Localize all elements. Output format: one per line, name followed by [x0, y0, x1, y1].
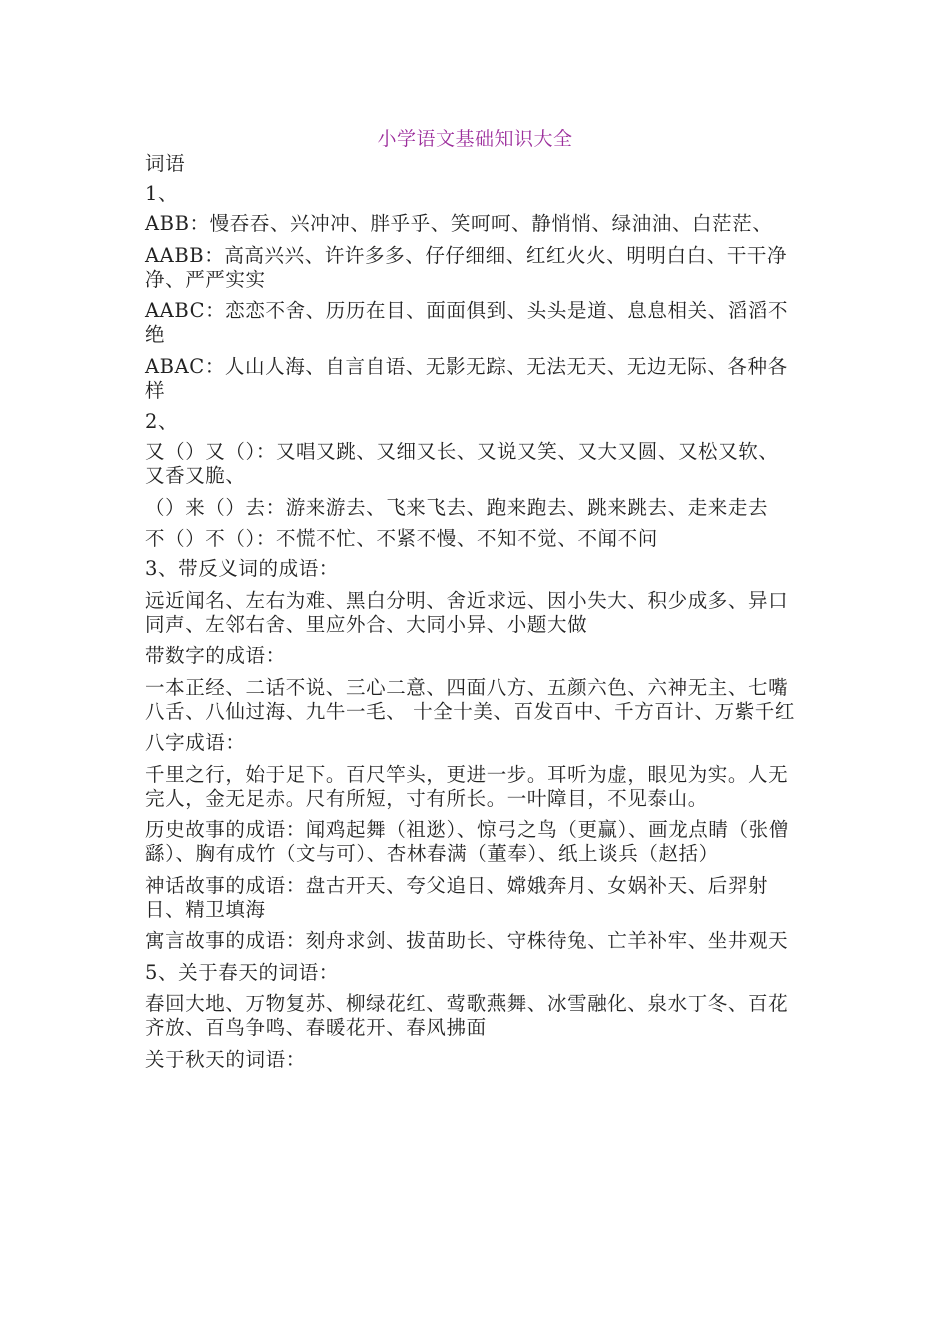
document-body: [145, 152, 797, 1079]
section-heading-words: 词语: [145, 152, 186, 175]
paragraph-aabc: AABC：恋恋不舍、历历在目、面面俱到、头头是道、息息相关、滔滔不绝: [145, 299, 789, 346]
paragraph-eight-char-idioms: 千里之行，始于足下。百尺竿头，更进一步。耳听为虚，眼见为实。人无完人，金无足赤。尺有所短，寸有所长。一叶障目，不见泰山。: [145, 762, 789, 810]
section-heading-spring-words: 5、关于春天的词语：: [145, 960, 339, 984]
paragraph-number-idioms: 一本正经、二话不说、三心二意、四面八方、五颜六色、六神无主、七嘴八舌、八仙过海、九牛一毛、 十全十美、百发百中、千方百计、万紫千红: [145, 675, 795, 723]
section-heading-autumn-words: 关于秋天的词语：: [145, 1047, 306, 1071]
paragraph-history-idioms: 历史故事的成语：闻鸡起舞（祖逖）、惊弓之鸟（更赢）、画龙点睛（张僧繇）、胸有成竹（文与可）、杏林春满（董奉）、纸上谈兵（赵括）: [145, 818, 789, 865]
paragraph-lai-qu: （）来（）去：游来游去、飞来飞去、跑来跑去、跳来跳去、走来走去: [145, 495, 769, 519]
paragraph-fable-idioms: 寓言故事的成语：刻舟求剑、拔苗助长、守株待兔、亡羊补牢、坐井观天: [145, 929, 789, 952]
section-number-1: 1、: [145, 182, 179, 205]
paragraph-antonym-idioms: 远近闻名、左右为难、黑白分明、舍近求远、因小失大、积少成多、异口同声、左邻右舍、里应外合、大同小异、小题大做: [145, 588, 789, 636]
paragraph-spring-words: 春回大地、万物复苏、柳绿花红、莺歌燕舞、冰雪融化、泉水丁冬、百花齐放、百鸟争鸣、春暖花开、春风拂面: [145, 992, 789, 1039]
paragraph-bu-bu: 不（）不（）：不慌不忙、不紧不慢、不知不觉、不闻不问: [145, 527, 658, 550]
section-heading-eight-char-idioms: 八字成语：: [145, 731, 246, 754]
section-heading-number-idioms: 带数字的成语：: [145, 644, 286, 667]
paragraph-abac: ABAC：人山人海、自言自语、无影无踪、无法无天、无边无际、各种各样: [145, 354, 788, 402]
paragraph-aabb: AABB：高高兴兴、许许多多、仔仔细细、红红火火、明明白白、干干净净、严严实实: [145, 243, 788, 291]
section-heading-antonym-idioms: 3、带反义词的成语：: [145, 557, 339, 580]
paragraph-you-you: 又（）又（）：又唱又跳、又细又长、又说又笑、又大又圆、又松又软、又香又脆、: [145, 440, 779, 487]
section-number-2: 2、: [145, 410, 179, 433]
document-title: 小学语文基础知识大全: [377, 128, 573, 150]
paragraph-myth-idioms: 神话故事的成语：盘古开天、夸父追日、嫦娥奔月、女娲补天、后羿射日、精卫填海: [145, 873, 769, 921]
paragraph-abb: ABB：慢吞吞、兴冲冲、胖乎乎、笑呵呵、静悄悄、绿油油、白茫茫、: [145, 212, 773, 235]
